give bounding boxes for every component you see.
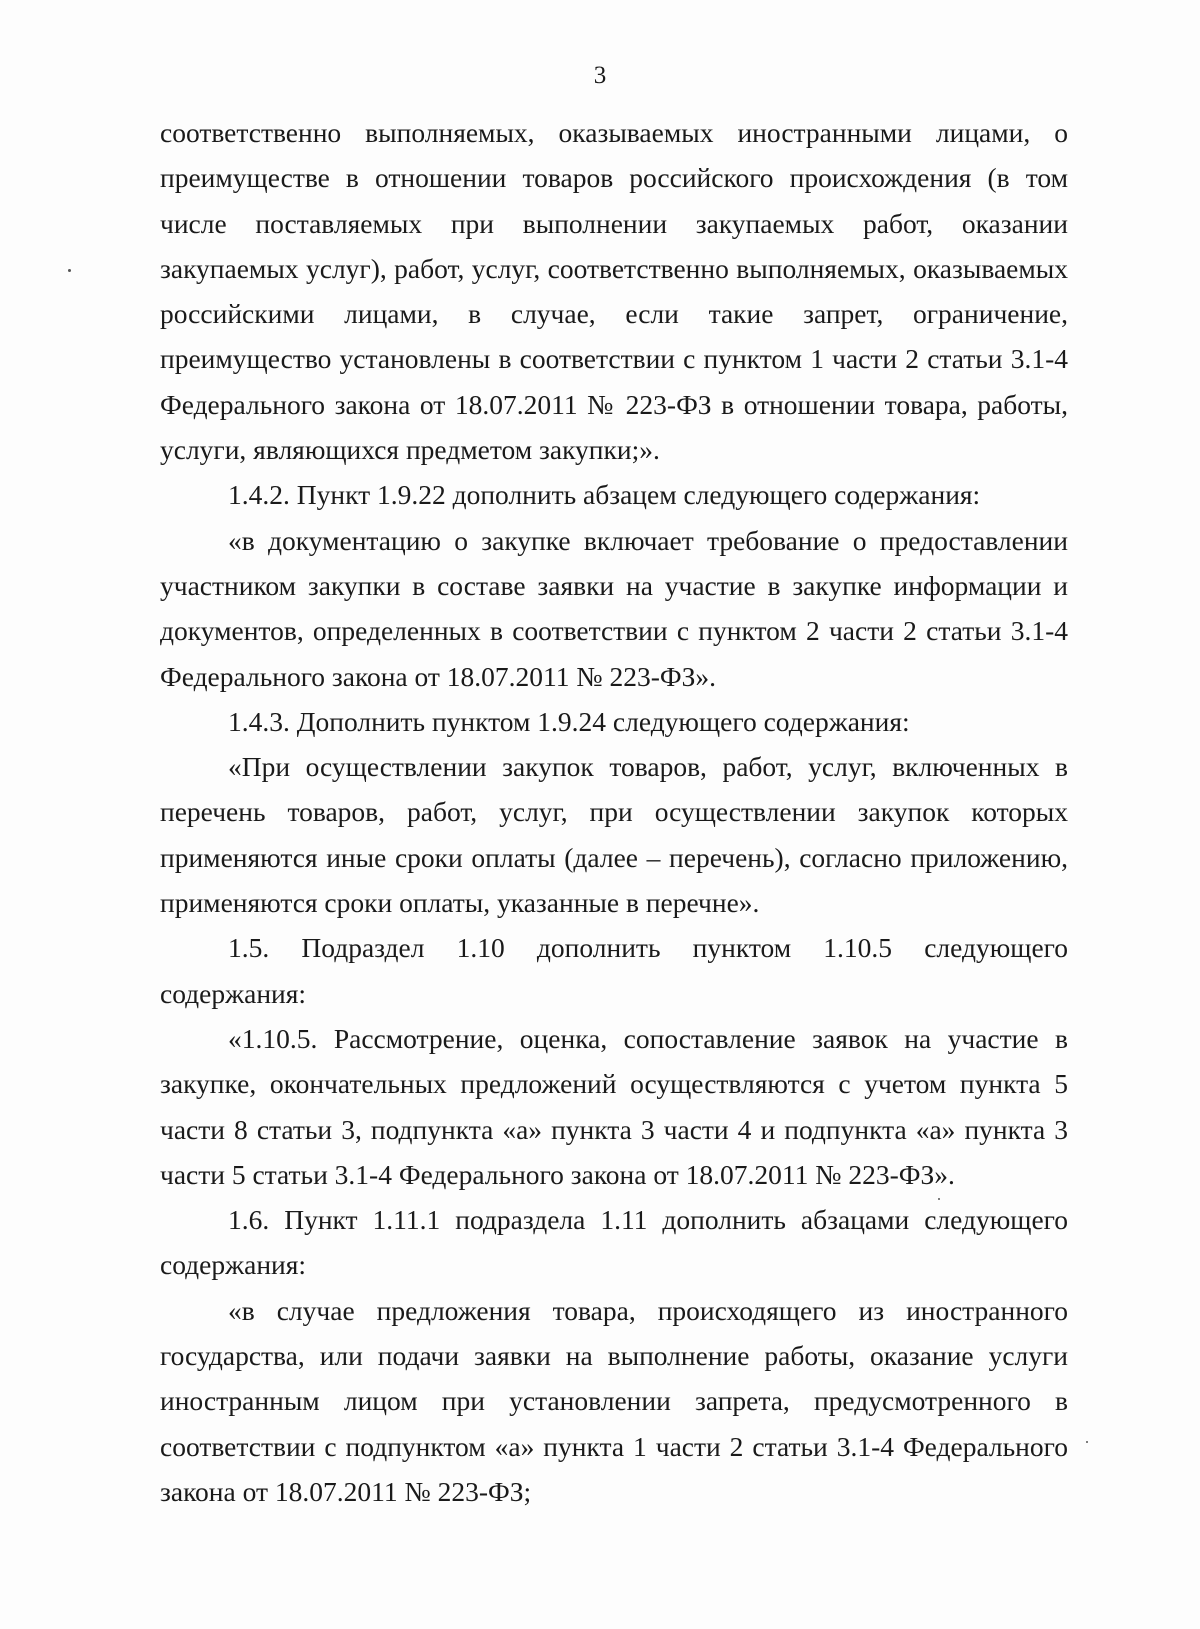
paragraph-quote-1-9-22: «в документацию о закупке включает требование о предоставлении участником закупки в составе заявки на участие в закупке информации и документов, определенных в соответствии с пунктом 2 части 2 статьи 3.1-4 Федерального закона от 18.07.2011 № 223-ФЗ». (160, 524, 1068, 692)
page-number: 3 (593, 62, 607, 89)
paragraph-continuation: соответственно выполняемых, оказываемых иностранными лицами, о преимуществе в отношении товаров российского происхождения (в том числе поставляемых при выполнении закупаемых работ, оказании закупаемых услуг), работ, услуг, соответственно выполняемых, оказываемых российскими лицами, в случае, если такие запрет, ограничение, преимущество установлены в соответствии с пунктом 1 части 2 статьи 3.1-4 Федерального закона от 18.07.2011 № 223-ФЗ в отношении товара, работы, услуги, являющихся предметом закупки;». (160, 117, 1068, 466)
paragraph-clause-1-4-3: 1.4.3. Дополнить пунктом 1.9.24 следующего содержания: (228, 705, 910, 737)
paragraph-clause-1-4-2: 1.4.2. Пункт 1.9.22 дополнить абзацем следующего содержания: (228, 479, 981, 511)
paragraph-quote-1-9-24: «При осуществлении закупок товаров, работ, услуг, включенных в перечень товаров, работ, услуг, при осуществлении закупок которых применяются иные сроки оплаты (далее – перечень), согласно приложению, применяются сроки оплаты, указанные в перечне». (160, 751, 1068, 919)
scan-speck (938, 1198, 940, 1200)
paragraph-clause-1-6: 1.6. Пункт 1.11.1 подраздела 1.11 дополнить абзацами следующего содержания: (160, 1204, 1068, 1281)
paragraph-quote-1-11-1: «в случае предложения товара, происходящего из иностранного государства, или подачи заявки на выполнение работы, оказание услуги иностранным лицом при установлении запрета, предусмотренного в соответствии с подпунктом «а» пункта 1 части 2 статьи 3.1-4 Федерального закона от 18.07.2011 № 223-ФЗ; (160, 1294, 1068, 1507)
document-body (160, 110, 1068, 1514)
scan-speck (68, 269, 71, 272)
paragraph-quote-1-10-5: «1.10.5. Рассмотрение, оценка, сопоставление заявок на участие в закупке, окончательных предложений осуществляются с учетом пункта 5 части 8 статьи 3, подпункта «а» пункта 3 части 4 и подпункта «а» пункта 3 части 5 статьи 3.1-4 Федерального закона от 18.07.2011 № 223-ФЗ». (160, 1022, 1068, 1190)
paragraph-clause-1-5: 1.5. Подраздел 1.10 дополнить пунктом 1.10.5 следующего содержания: (160, 932, 1068, 1009)
scan-speck (1086, 1441, 1088, 1443)
